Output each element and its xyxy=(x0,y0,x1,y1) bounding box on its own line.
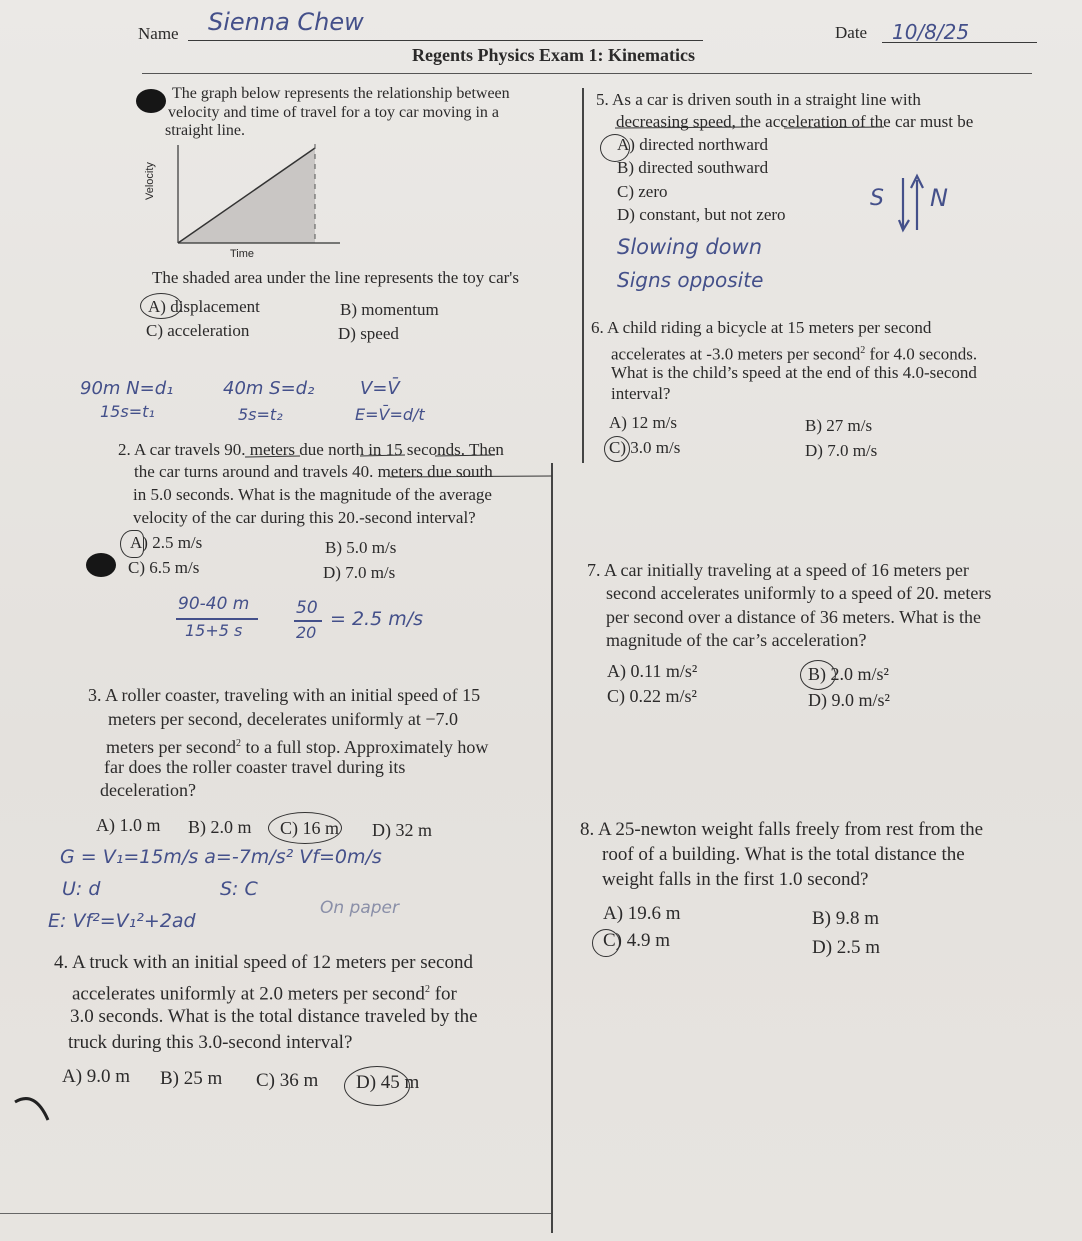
q2-option-b[interactable]: B) 5.0 m/s xyxy=(325,538,397,557)
q2-stem-line: the car turns around and travels 40. meters due south xyxy=(134,462,493,481)
q4-stem-line: truck during this 3.0-second interval? xyxy=(68,1032,353,1053)
q3-work: U: d xyxy=(62,878,101,900)
answer-circle xyxy=(140,293,182,319)
q6-option-a[interactable]: A) 12 m/s xyxy=(609,413,677,432)
q3-work: S: C xyxy=(220,878,258,900)
q6-stem-line: accelerates at -3.0 meters per second$^2$ for 4.0 seconds. xyxy=(611,344,978,364)
q6-option-c[interactable]: C) 3.0 m/s xyxy=(609,438,681,457)
q3-option-c[interactable]: C) 16 m xyxy=(280,818,340,838)
q3-option-b[interactable]: B) 2.0 m xyxy=(188,817,252,837)
q3-stem-line: 3. A roller coaster, traveling with an initial speed of 15 xyxy=(88,685,481,705)
q2-stem-line: in 5.0 seconds. What is the magnitude of the average xyxy=(133,485,492,504)
binder-hole-arc xyxy=(10,1090,50,1130)
q1-work: 90m N=d₁ xyxy=(80,378,174,399)
q5-work: Signs opposite xyxy=(617,268,764,292)
q3-work: G = V₁=15m/s a=-7m/s² Vf=0m/s xyxy=(60,846,382,868)
q1-stem-line: velocity and time of travel for a toy car moving in a xyxy=(168,104,499,121)
q1-prompt: The shaded area under the line represents the toy car's xyxy=(152,268,519,287)
q8-stem-line: 8. A 25-newton weight falls freely from rest from the xyxy=(580,819,984,840)
q3-stem-line: meters per second$^2$ to a full stop. Approximately how xyxy=(106,737,489,757)
q4-stem-line: accelerates uniformly at 2.0 meters per second$^2$ for xyxy=(72,983,457,1005)
q4-stem-line: 4. A truck with an initial speed of 12 meters per second xyxy=(54,952,473,973)
date-label: Date xyxy=(835,23,868,42)
q6-stem-line: What is the child’s speed at the end of this 4.0-second xyxy=(611,363,977,382)
answer-circle xyxy=(592,929,620,957)
q4-option-a[interactable]: A) 9.0 m xyxy=(62,1066,131,1087)
q1-work: 40m S=d₂ xyxy=(223,378,315,399)
q1-work: V=V̄ xyxy=(360,378,400,399)
q1-option-c[interactable]: C) acceleration xyxy=(146,321,250,340)
name-label: Name xyxy=(138,24,179,43)
underline-marks xyxy=(240,452,560,497)
answer-circle xyxy=(800,660,836,690)
q2-option-d[interactable]: D) 7.0 m/s xyxy=(323,563,396,582)
q5-option-a[interactable]: A) directed northward xyxy=(617,135,769,154)
q6-stem-line: 6. A child riding a bicycle at 15 meters per second xyxy=(591,318,932,337)
q2-option-a[interactable]: A) 2.5 m/s xyxy=(130,533,203,552)
graph-x-axis-label: Time xyxy=(230,248,255,260)
q6-stem-line: interval? xyxy=(611,384,671,403)
answer-circle xyxy=(604,436,630,462)
answer-circle xyxy=(344,1066,410,1106)
q5-work-s: S xyxy=(870,186,884,211)
q3-work-note: On paper xyxy=(320,898,400,918)
q1-option-a[interactable]: A) displacement xyxy=(148,297,260,316)
q1-work: 5s=t₂ xyxy=(238,405,283,424)
q7-stem-line: magnitude of the car’s acceleration? xyxy=(606,630,867,650)
q6-option-d[interactable]: D) 7.0 m/s xyxy=(805,441,878,460)
q2-work-mid: 50 xyxy=(296,598,318,618)
q1-work: 15s=t₁ xyxy=(100,402,155,421)
q3-stem-line: meters per second, decelerates uniformly at −7.0 xyxy=(108,709,459,729)
q5-work: Slowing down xyxy=(617,235,763,259)
q3-option-a[interactable]: A) 1.0 m xyxy=(96,815,161,835)
name-underline xyxy=(188,40,703,41)
answer-circle xyxy=(120,530,144,558)
q5-option-c[interactable]: C) zero xyxy=(617,182,668,201)
q8-option-a[interactable]: A) 19.6 m xyxy=(603,903,681,924)
q7-option-d[interactable]: D) 9.0 m/s² xyxy=(808,690,890,710)
q8-stem-line: weight falls in the first 1.0 second? xyxy=(602,869,869,890)
q1-stem-line: The graph below represents the relationship between xyxy=(172,85,510,102)
binder-hole-mark xyxy=(136,89,166,113)
graph-y-axis-label: Velocity xyxy=(144,162,156,200)
q2-stem-line: 2. A car travels 90. meters due north in 15 seconds. Then xyxy=(118,440,504,459)
q8-option-c[interactable]: C) 4.9 m xyxy=(603,930,671,951)
q3-option-d[interactable]: D) 32 m xyxy=(372,820,432,840)
q6-option-b[interactable]: B) 27 m/s xyxy=(805,416,873,435)
q7-stem-line: second accelerates uniformly to a speed of 20. meters xyxy=(606,583,992,603)
bottom-line xyxy=(0,1213,551,1214)
fraction-bar xyxy=(176,618,258,620)
q2-work-denominator: 15+5 s xyxy=(185,621,243,640)
q2-option-c[interactable]: C) 6.5 m/s xyxy=(128,558,200,577)
q5-stem-line: decreasing speed, the acceleration of the car must be xyxy=(616,112,974,131)
q1-stem-line: straight line. xyxy=(165,122,245,139)
q8-stem-line: roof of a building. What is the total distance the xyxy=(602,844,965,865)
q8-option-b[interactable]: B) 9.8 m xyxy=(812,908,880,929)
fraction-bar xyxy=(294,620,322,622)
column-divider-lower xyxy=(551,463,553,1233)
q7-option-a[interactable]: A) 0.11 m/s² xyxy=(607,661,698,681)
q3-work: E: Vf²=V₁²+2ad xyxy=(48,910,196,932)
q7-stem-line: 7. A car initially traveling at a speed of 16 meters per xyxy=(587,560,969,580)
q7-option-b[interactable]: B) 2.0 m/s² xyxy=(808,664,889,684)
q5-option-b[interactable]: B) directed southward xyxy=(617,158,769,177)
q2-work-numerator: 90-40 m xyxy=(178,594,250,614)
column-divider xyxy=(582,88,584,463)
q1-option-b[interactable]: B) momentum xyxy=(340,300,439,319)
q5-stem-line: 5. As a car is driven south in a straight line with xyxy=(596,90,921,109)
answer-circle xyxy=(268,812,342,844)
q2-work-result: = 2.5 m/s xyxy=(330,608,424,630)
q4-option-b[interactable]: B) 25 m xyxy=(160,1068,223,1089)
q3-stem-line: far does the roller coaster travel during its xyxy=(104,757,406,777)
q3-stem-line: deceleration? xyxy=(100,780,196,800)
exam-title: Regents Physics Exam 1: Kinematics xyxy=(412,45,695,65)
q7-stem-line: per second over a distance of 36 meters. What is the xyxy=(606,607,982,627)
q7-option-c[interactable]: C) 0.22 m/s² xyxy=(607,686,697,706)
q5-option-d[interactable]: D) constant, but not zero xyxy=(617,205,786,224)
q2-stem-line: velocity of the car during this 20.-second interval? xyxy=(133,508,476,527)
q4-option-c[interactable]: C) 36 m xyxy=(256,1070,319,1091)
velocity-time-graph xyxy=(150,140,350,265)
binder-hole-mark xyxy=(86,553,116,577)
q1-option-d[interactable]: D) speed xyxy=(338,324,399,343)
q4-stem-line: 3.0 seconds. What is the total distance traveled by the xyxy=(70,1006,478,1027)
q4-option-d[interactable]: D) 45 m xyxy=(356,1072,420,1093)
underline-marks xyxy=(612,125,892,133)
header-divider xyxy=(142,73,1032,74)
student-name: Sienna Chew xyxy=(208,8,364,36)
q2-work-mid: 20 xyxy=(296,623,317,642)
q8-option-d[interactable]: D) 2.5 m xyxy=(812,937,881,958)
direction-arrows-sketch xyxy=(895,170,935,235)
date-value: 10/8/25 xyxy=(892,20,970,44)
q1-work: E=V̄=d/t xyxy=(355,405,425,424)
q5-work-n: N xyxy=(930,184,948,212)
